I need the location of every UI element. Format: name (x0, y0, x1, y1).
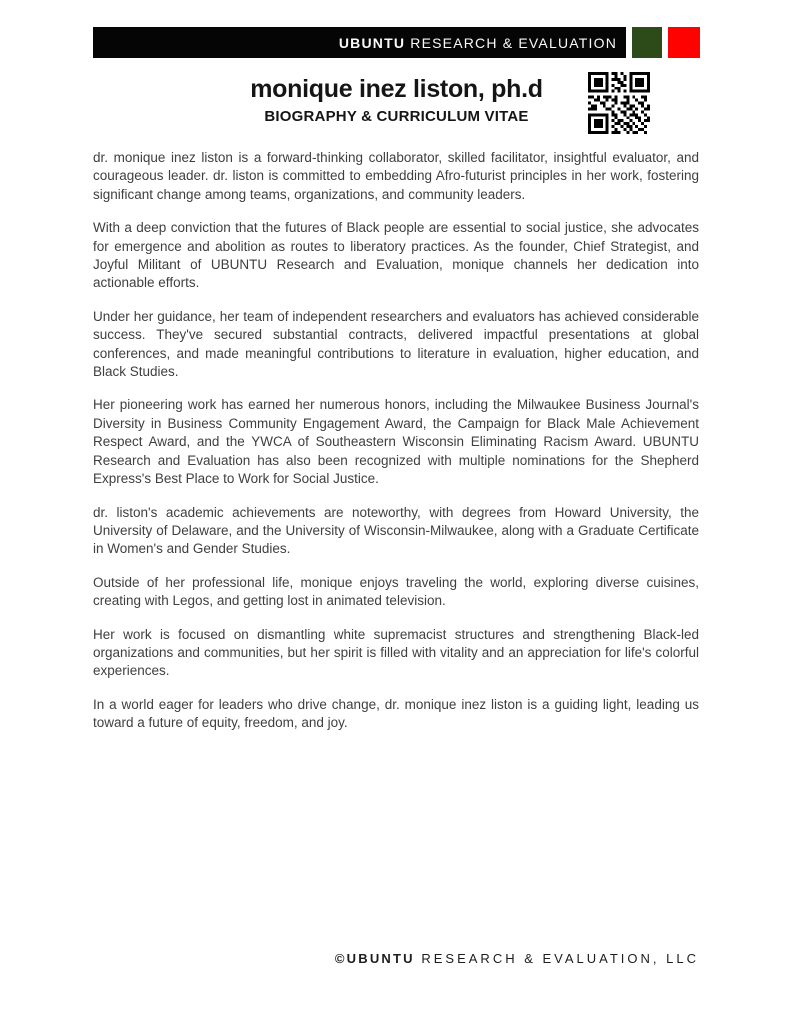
copyright-brand: ©UBUNTU (334, 951, 415, 966)
red-square-decoration (668, 27, 700, 58)
page-title: monique inez liston, ph.d (250, 75, 543, 103)
bio-paragraph: Under her guidance, her team of independent researchers and evaluators has achieved considerable success. They've secured substantial contracts, delivered impactful presentations at global conferences, and made meaningful contributions to literature in evaluation, higher education, and Black Studies. (93, 308, 699, 380)
qr-code-icon (588, 72, 650, 134)
brand-banner (93, 27, 626, 58)
brand-tagline: RESEARCH & EVALUATION (405, 34, 617, 51)
copyright-rest: RESEARCH & EVALUATION, LLC (414, 951, 699, 966)
brand-header (93, 27, 700, 58)
brand-name: UBUNTU (338, 34, 406, 51)
bio-paragraph: dr. liston's academic achievements are noteworthy, with degrees from Howard University, the University of Delaware, and the University of Wisconsin-Milwaukee, along with a Graduate Certificate in Women's and Gender Studies. (93, 504, 699, 557)
page-subtitle: BIOGRAPHY & CURRICULUM VITAE (264, 107, 529, 125)
bio-paragraph: Her pioneering work has earned her numerous honors, including the Milwaukee Business Journal's Diversity in Business Community Engagement Award, the Campaign for Black Male Achievement Respect Award, and the YWCA of Southeastern Wisconsin Eliminating Racism Award. UBUNTU Research and Evaluation has also been recognized with multiple nominations for the Shepherd Express's Best Place to Work for Social Justice. (93, 397, 699, 487)
bio-paragraph: dr. monique inez liston is a forward-thinking collaborator, skilled facilitator, insightful evaluator, and courageous leader. dr. liston is committed to embedding Afro-futurist principles in her work, fostering significant change among teams, organizations, and community leaders. (93, 150, 699, 202)
copyright-footer (93, 936, 699, 981)
green-square-decoration (632, 27, 662, 58)
bio-paragraph: With a deep conviction that the futures of Black people are essential to social justice, she advocates for emergence and abolition as routes to liberatory practices. As the founder, Chief Strategist, and Joyful Militant of UBUNTU Research and Evaluation, monique channels her dedication into actionable efforts. (93, 220, 699, 291)
bio-paragraph: Her work is focused on dismantling white supremacist structures and strengthening Black-led organizations and communities, but her spirit is filled with vitality and an appreciation for life's colorful experiences. (93, 626, 699, 679)
bio-paragraph: Outside of her professional life, monique enjoys traveling the world, exploring diverse cuisines, creating with Legos, and getting lost in animated television. (93, 574, 699, 609)
biography-text (93, 149, 699, 748)
bio-paragraph: In a world eager for leaders who drive change, dr. monique inez liston is a guiding light, leading us toward a future of equity, freedom, and joy. (93, 696, 699, 731)
